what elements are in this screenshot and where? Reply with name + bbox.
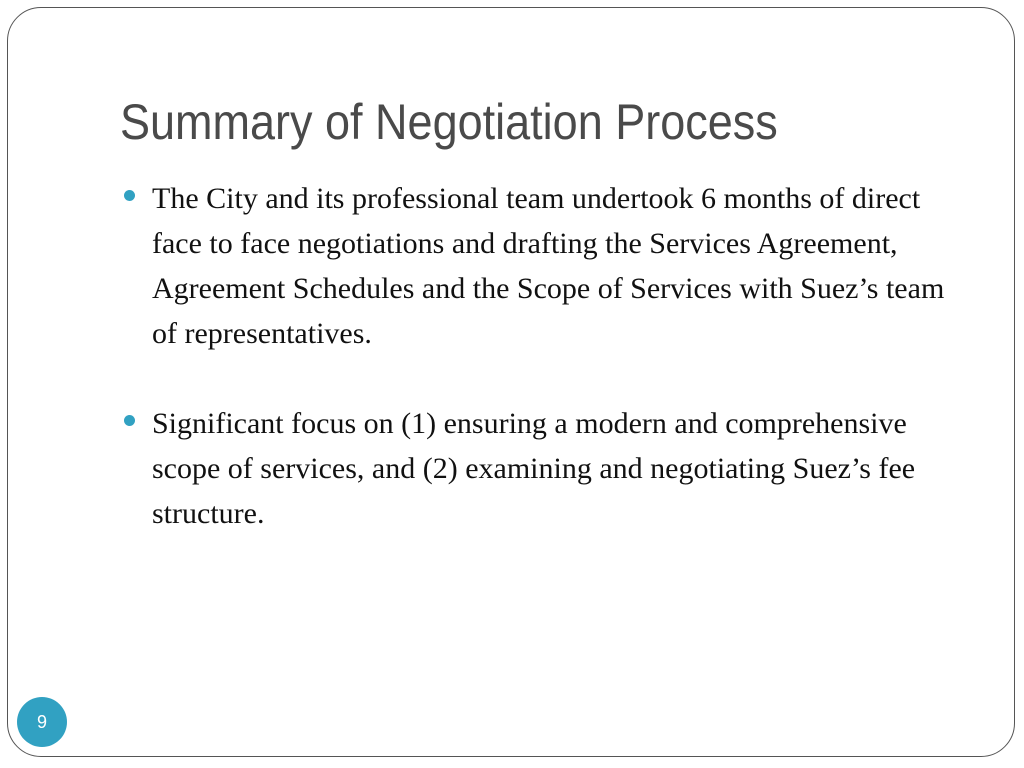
bullet-text: Significant focus on (1) ensuring a modern and comprehensive scope of services, and (2) examining and negotiating Suez’s fee structure.	[152, 407, 916, 530]
bullet-dot-icon	[124, 190, 135, 201]
bullet-item	[124, 176, 964, 356]
page-number: 9	[36, 711, 47, 732]
bullet-list	[124, 176, 964, 581]
bullet-text: The City and its professional team undertook 6 months of direct face to face negotiations and drafting the Services Agreement, Agreement Schedules and the Scope of Services with Suez’s team of representatives.	[152, 182, 945, 350]
slide-title: Summary of Negotiation Process	[120, 94, 778, 150]
slide-frame	[7, 7, 1015, 757]
bullet-item	[124, 401, 964, 536]
bullet-dot-icon	[124, 415, 135, 426]
page-number-badge	[17, 697, 67, 747]
